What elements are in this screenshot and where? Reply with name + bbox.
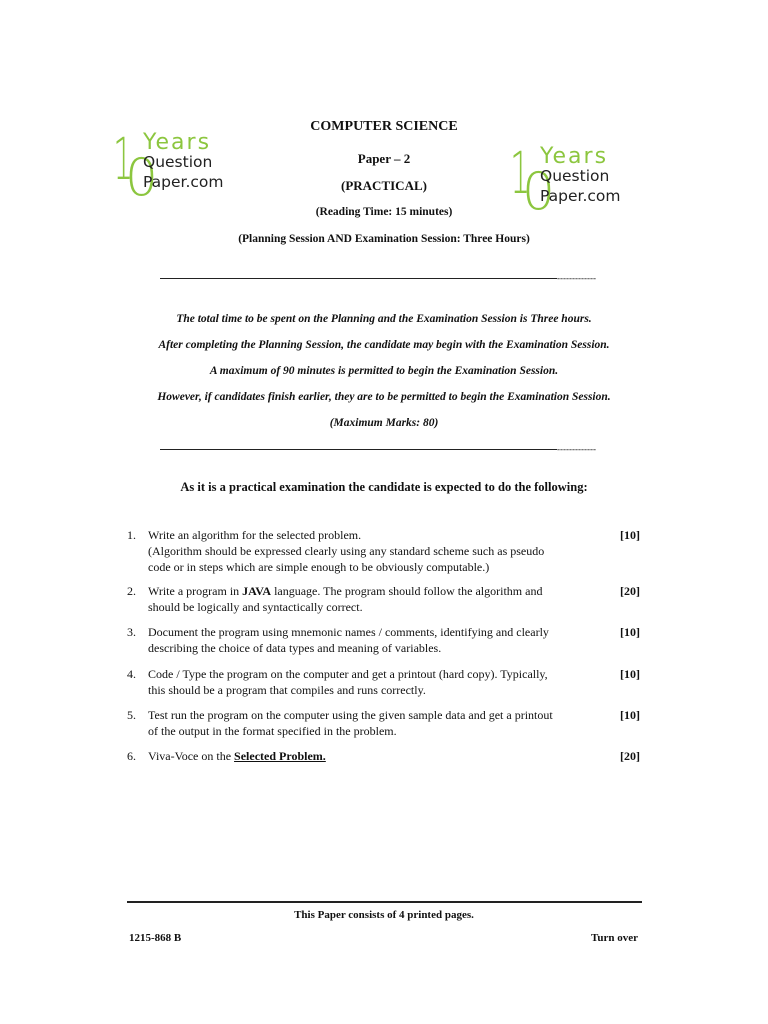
- item-text: [148, 748, 598, 764]
- item-marks: [10]: [620, 708, 640, 722]
- task-item: [127, 707, 642, 739]
- item-line: Document the program using mnemonic names / comments, identifying and clearly: [148, 625, 549, 639]
- page-count-note: This Paper consists of 4 printed pages.: [294, 909, 474, 921]
- logo-years-text: Years: [540, 144, 609, 169]
- turn-over-note: Turn over: [591, 932, 638, 944]
- item-marks: [10]: [620, 667, 640, 681]
- task-item: [127, 748, 642, 764]
- item-marks: [20]: [620, 749, 640, 763]
- item-text: [148, 707, 598, 739]
- logo-digit-one: 1: [113, 125, 134, 193]
- item-line: Test run the program on the computer using the given sample data and get a printout: [148, 708, 553, 722]
- divider-dashes: -------------: [557, 273, 596, 283]
- item-text: [148, 527, 598, 575]
- instruction-line: After completing the Planning Session, the candidate may begin with the Examination Session.: [158, 339, 610, 351]
- instruction-line: The total time to be spent on the Planning and the Examination Session is Three hours.: [176, 313, 592, 325]
- site-logo-left: [113, 125, 263, 210]
- paper-number: Paper – 2: [357, 151, 411, 166]
- task-item: [127, 666, 642, 698]
- reading-time: (Reading Time: 15 minutes): [315, 206, 453, 218]
- logo-digit-one: 1: [510, 139, 531, 207]
- subject-title: COMPUTER SCIENCE: [310, 119, 458, 134]
- divider-rule: [160, 449, 557, 450]
- item-number: 4.: [127, 667, 136, 681]
- paper-code: 1215-868 B: [129, 932, 182, 944]
- item-marks: [10]: [620, 625, 640, 639]
- selected-problem-label: Selected Problem.: [234, 749, 326, 763]
- task-item: [127, 583, 642, 615]
- divider-dashes: -------------: [557, 444, 596, 454]
- logo-digit-zero: 0: [522, 162, 556, 222]
- item-line: Code / Type the program on the computer and get a printout (hard copy). Typically,: [148, 667, 548, 681]
- logo-question-text: Question: [143, 153, 213, 171]
- divider-rule: [160, 278, 557, 279]
- item-number: 3.: [127, 625, 136, 639]
- instruction-line: However, if candidates finish earlier, they are to be permitted to begin the Examination Session.: [157, 391, 611, 403]
- task-item: [127, 527, 642, 575]
- item-number: 6.: [127, 749, 136, 763]
- item-line: (Algorithm should be expressed clearly using any standard scheme such as pseudo: [148, 544, 545, 558]
- item-number: 2.: [127, 584, 136, 598]
- paper-type: (PRACTICAL): [341, 178, 427, 193]
- item-marks: [10]: [620, 528, 640, 542]
- item-text: [148, 624, 598, 656]
- maximum-marks: (Maximum Marks: 80): [329, 417, 439, 429]
- session-duration: (Planning Session AND Examination Session: Three Hours): [238, 233, 530, 245]
- task-intro: As it is a practical examination the candidate is expected to do the following:: [180, 480, 588, 494]
- footer-rule: [127, 901, 642, 903]
- item-number: 1.: [127, 528, 136, 542]
- item-text: [148, 666, 598, 698]
- item-line: Write an algorithm for the selected problem.: [148, 528, 362, 542]
- logo-paper-text: Paper.com: [143, 173, 224, 191]
- item-marks: [20]: [620, 584, 640, 598]
- item-line: this should be a program that compiles and runs correctly.: [148, 683, 426, 697]
- task-item: [127, 624, 642, 656]
- logo-question-text: Question: [540, 167, 610, 185]
- logo-years-text: Years: [143, 130, 212, 155]
- logo-paper-text: Paper.com: [540, 187, 621, 205]
- item-text: [148, 583, 598, 615]
- language-name: JAVA: [242, 584, 272, 598]
- item-number: 5.: [127, 708, 136, 722]
- item-line: Viva-Voce on the Selected Problem.: [148, 749, 326, 763]
- item-line: should be logically and syntactically correct.: [148, 600, 363, 614]
- item-line: describing the choice of data types and meaning of variables.: [148, 641, 442, 655]
- instruction-line: A maximum of 90 minutes is permitted to begin the Examination Session.: [209, 365, 559, 377]
- item-line: of the output in the format specified in the problem.: [148, 724, 397, 738]
- item-line: Write a program in JAVA language. The program should follow the algorithm and: [148, 584, 543, 598]
- item-line: code or in steps which are simple enough to be obviously computable.): [148, 560, 490, 574]
- logo-digit-zero: 0: [125, 148, 159, 208]
